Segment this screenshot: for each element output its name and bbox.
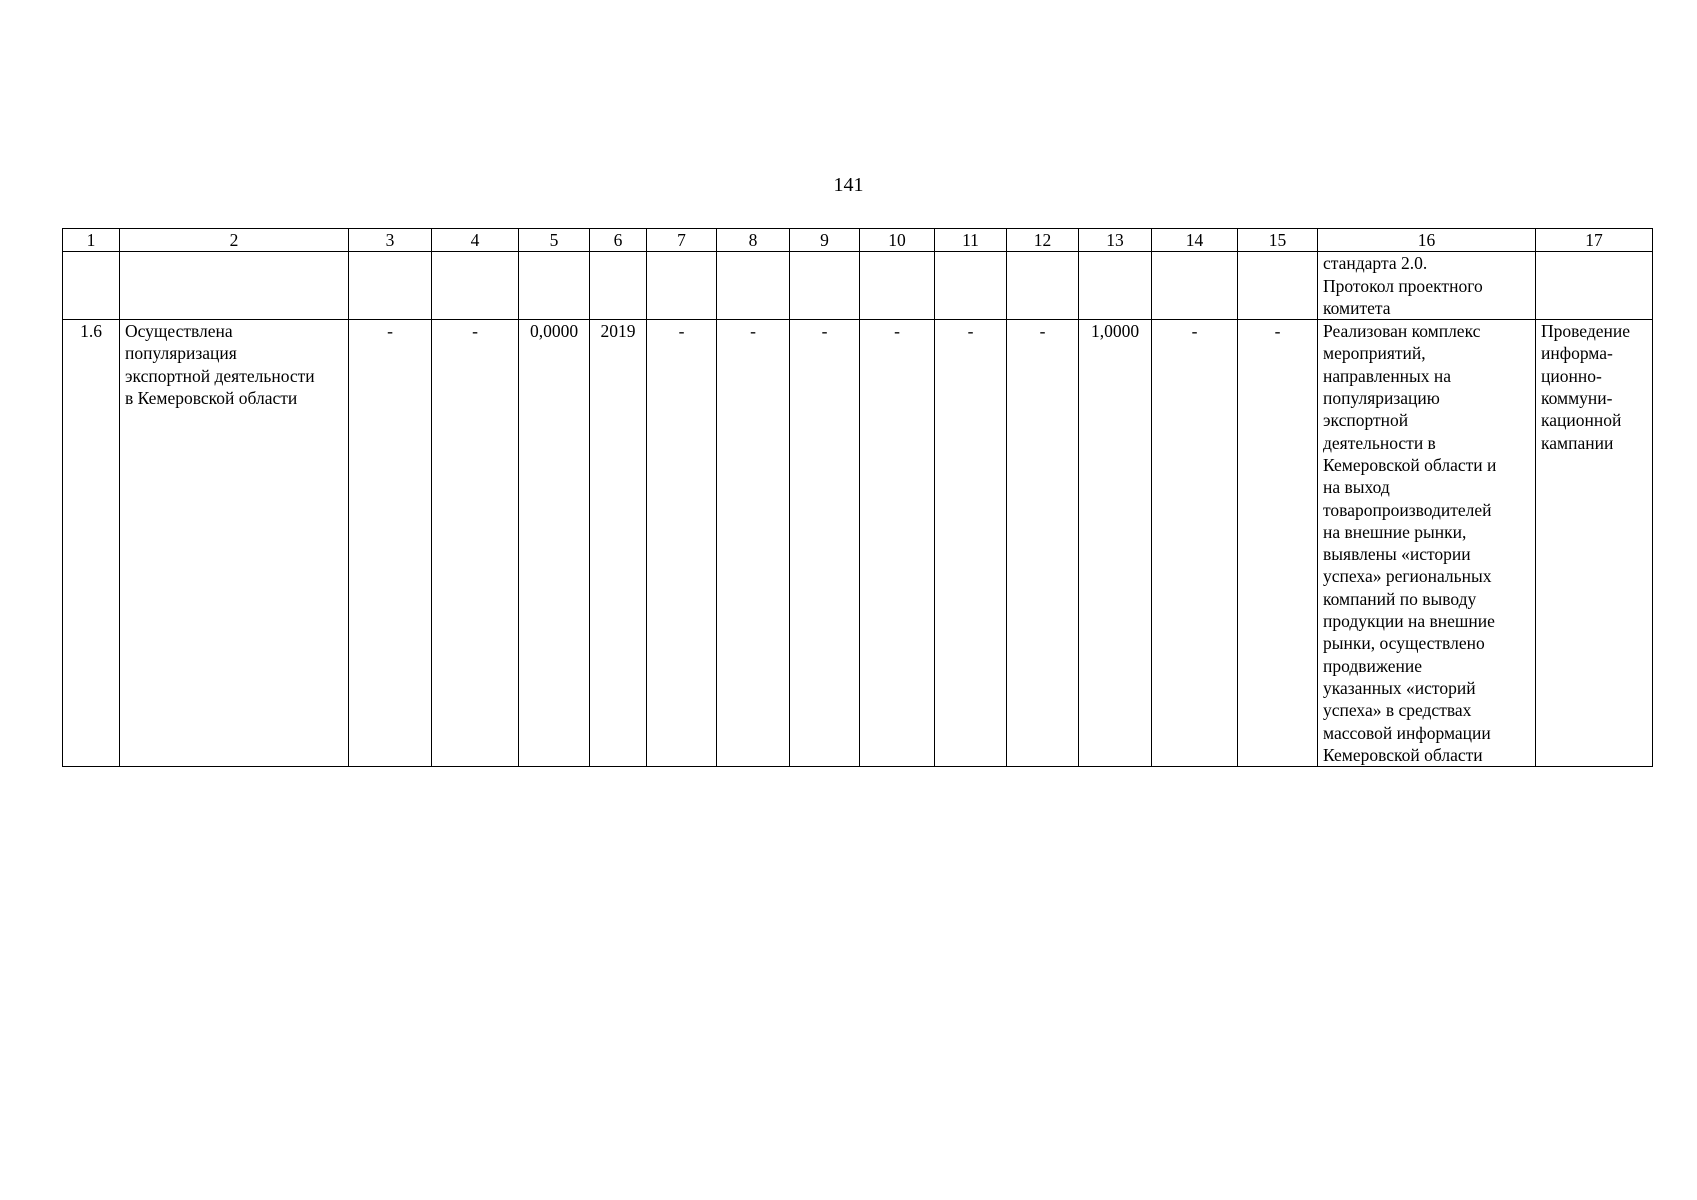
column-header-16: 16 <box>1318 229 1536 252</box>
cell-col16-result <box>1318 320 1536 767</box>
cell-empty <box>860 252 935 320</box>
column-header-1: 1 <box>63 229 120 252</box>
text-line: экспортной <box>1323 410 1409 431</box>
cell-empty <box>590 252 647 320</box>
text-line: комитета <box>1323 297 1391 318</box>
cell-col8: - <box>717 320 790 767</box>
text-line: Проведение <box>1541 321 1631 342</box>
cell-empty <box>120 252 349 320</box>
cell-col13: 1,0000 <box>1079 320 1152 767</box>
cell-col9: - <box>790 320 860 767</box>
cell-empty <box>1536 252 1653 320</box>
cell-row-number: 1.6 <box>63 320 120 767</box>
cell-empty <box>790 252 860 320</box>
text-line: Кемеровской области и <box>1323 454 1497 475</box>
text-line: продвижение <box>1323 655 1423 676</box>
cell-col17-measure <box>1536 320 1653 767</box>
data-table <box>62 228 1653 767</box>
column-header-15: 15 <box>1238 229 1318 252</box>
text-line: Осуществлена <box>125 321 233 342</box>
column-header-4: 4 <box>432 229 519 252</box>
text-line: направленных на <box>1323 365 1452 386</box>
cell-empty <box>717 252 790 320</box>
table-header-row <box>63 229 1653 252</box>
column-header-14: 14 <box>1152 229 1238 252</box>
cell-col11: - <box>935 320 1007 767</box>
cell-col14: - <box>1152 320 1238 767</box>
column-header-11: 11 <box>935 229 1007 252</box>
text-line: рынки, осуществлено <box>1323 633 1485 654</box>
text-line: информа- <box>1541 343 1613 364</box>
text-line: массовой информации <box>1323 722 1491 743</box>
cell-empty <box>1007 252 1079 320</box>
text-line: экспортной деятельности <box>125 365 315 386</box>
cell-col3: - <box>349 320 432 767</box>
text-line: ционно- <box>1541 365 1602 386</box>
column-header-9: 9 <box>790 229 860 252</box>
cell-col6: 2019 <box>590 320 647 767</box>
cell-empty <box>647 252 717 320</box>
text-line: Реализован комплекс <box>1323 321 1481 342</box>
cell-col4: - <box>432 320 519 767</box>
column-header-17: 17 <box>1536 229 1653 252</box>
table-row-1-6 <box>63 320 1653 767</box>
cell-col12: - <box>1007 320 1079 767</box>
text-line: товаропроизводителей <box>1323 499 1492 520</box>
cell-empty <box>519 252 590 320</box>
text-line: кационной <box>1541 410 1622 431</box>
page-number: 141 <box>833 174 864 196</box>
text-line: стандарта 2.0. <box>1323 253 1428 274</box>
text-line: деятельности в <box>1323 432 1436 453</box>
text-line: на выход <box>1323 477 1390 498</box>
cell-col16-continuation <box>1318 252 1536 320</box>
text-line: Протокол проектного <box>1323 275 1483 296</box>
text-line: продукции на внешние <box>1323 611 1495 632</box>
text-line: указанных «историй <box>1323 677 1476 698</box>
cell-activity-name <box>120 320 349 767</box>
column-header-5: 5 <box>519 229 590 252</box>
column-header-12: 12 <box>1007 229 1079 252</box>
cell-empty <box>349 252 432 320</box>
cell-col15: - <box>1238 320 1318 767</box>
text-line: в Кемеровской области <box>125 388 298 409</box>
text-line: кампании <box>1541 432 1614 453</box>
text-line: выявлены «истории <box>1323 544 1471 565</box>
column-header-8: 8 <box>717 229 790 252</box>
text-line: компаний по выводу <box>1323 588 1477 609</box>
cell-empty <box>1079 252 1152 320</box>
cell-col10: - <box>860 320 935 767</box>
cell-empty <box>63 252 120 320</box>
text-line: популяризация <box>125 343 237 364</box>
cell-col5: 0,0000 <box>519 320 590 767</box>
cell-empty <box>935 252 1007 320</box>
text-line: мероприятий, <box>1323 343 1426 364</box>
text-line: успеха» региональных <box>1323 566 1492 587</box>
column-header-10: 10 <box>860 229 935 252</box>
column-header-2: 2 <box>120 229 349 252</box>
text-line: популяризацию <box>1323 388 1440 409</box>
column-header-7: 7 <box>647 229 717 252</box>
text-line: Кемеровской области <box>1323 744 1483 765</box>
cell-col7: - <box>647 320 717 767</box>
text-line: на внешние рынки, <box>1323 521 1467 542</box>
table-row-continuation <box>63 252 1653 320</box>
cell-empty <box>432 252 519 320</box>
column-header-3: 3 <box>349 229 432 252</box>
cell-empty <box>1152 252 1238 320</box>
text-line: успеха» в средствах <box>1323 700 1472 721</box>
cell-empty <box>1238 252 1318 320</box>
column-header-13: 13 <box>1079 229 1152 252</box>
column-header-6: 6 <box>590 229 647 252</box>
text-line: коммуни- <box>1541 388 1613 409</box>
